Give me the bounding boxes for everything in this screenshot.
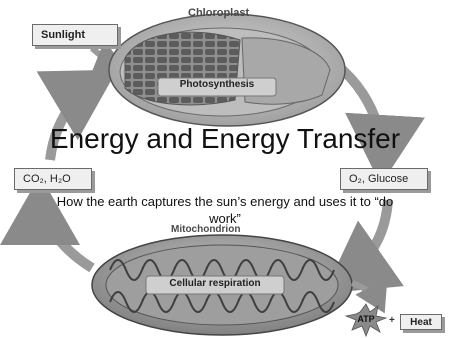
co2-h2o-label: CO₂, H₂O [14,168,92,190]
atp-label: ATP [357,314,375,324]
chloroplast-label: Chloroplast [188,7,250,19]
sunlight-label: Sunlight [32,24,118,46]
heat-label: Heat [400,314,442,330]
mitochondrion-label: Mitochondrion [171,224,241,235]
plus-sign: + [389,315,395,326]
atp-heat-arrow [352,283,382,308]
chloroplast-illustration [109,14,345,126]
o2-glucose-label: O₂, Glucose [340,168,428,190]
cellular-respiration-label: Cellular respiration [169,278,261,289]
slide-subtitle: How the earth captures the sun’s energy and uses it to “do work” [56,194,394,226]
slide-title: Energy and Energy Transfer [49,123,401,154]
photosynthesis-label: Photosynthesis [179,79,255,90]
